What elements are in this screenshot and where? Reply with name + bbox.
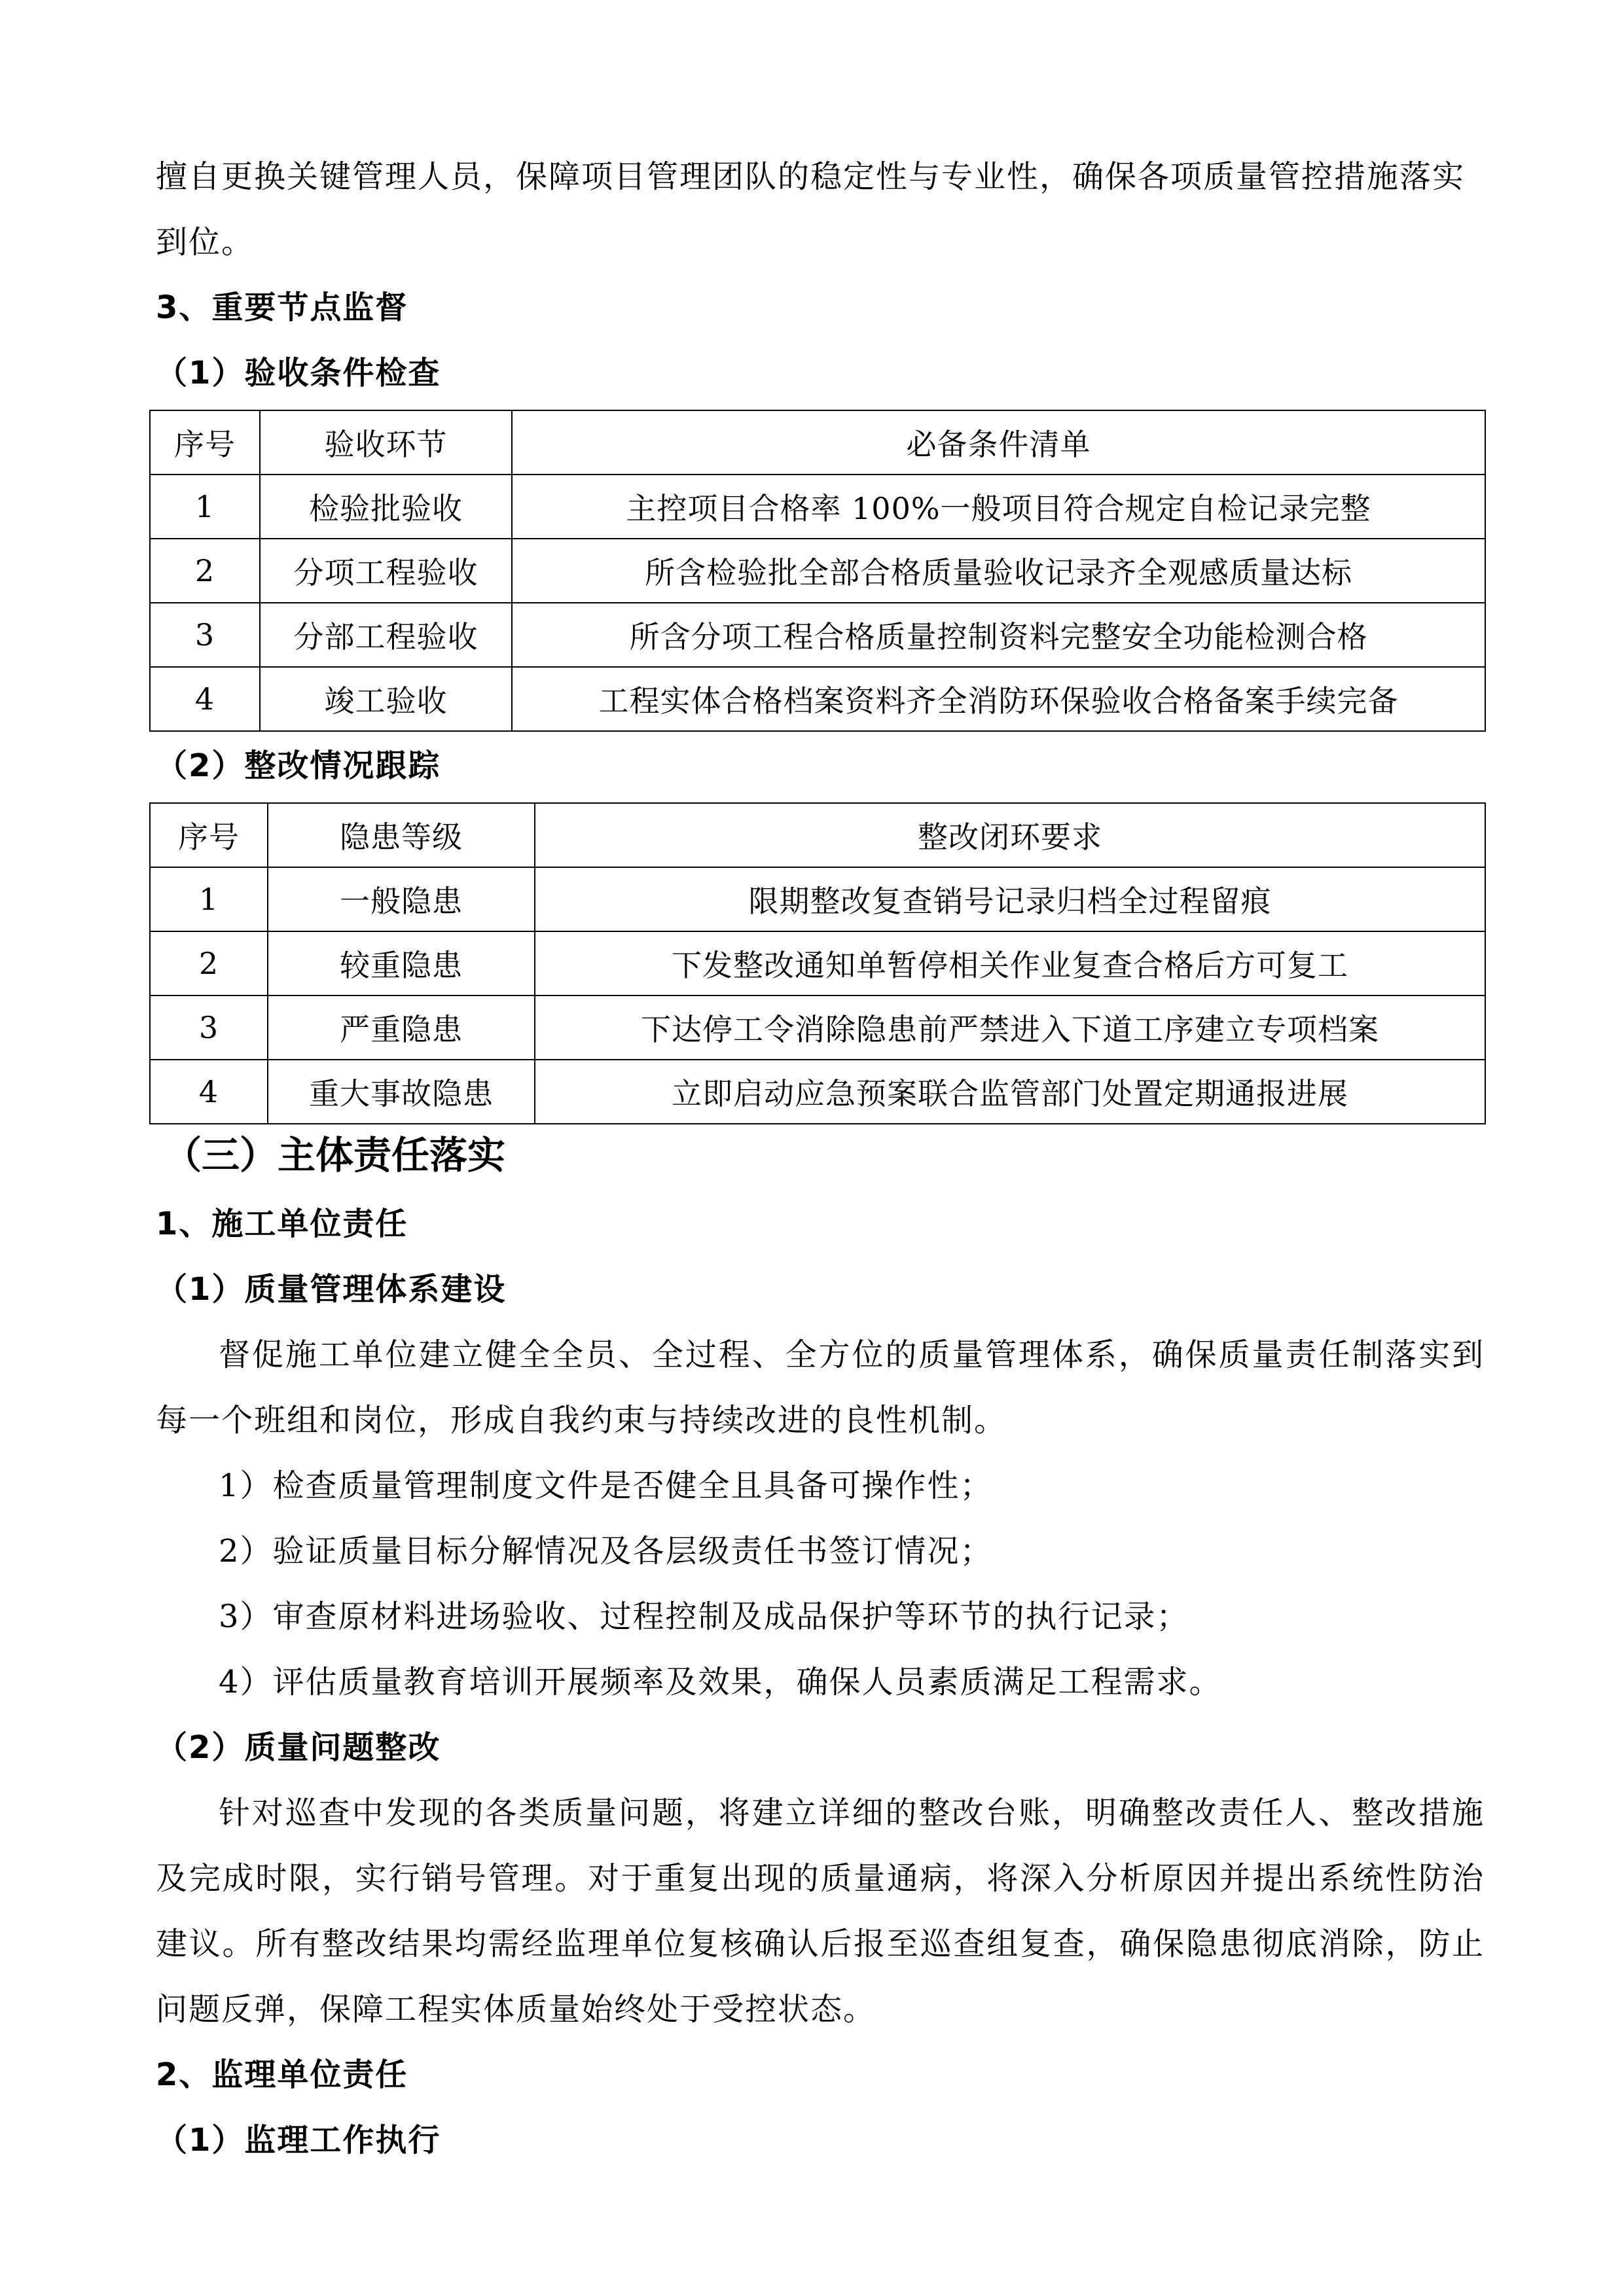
section-heading: 2、监理单位责任 [156,2056,408,2093]
table-row [150,996,1485,1060]
table-row [150,867,1485,931]
rectification-tracking-table [149,802,1486,1124]
table-cell: 1 [150,475,260,539]
table-cell: 3 [150,996,268,1060]
table-cell: 严重隐患 [268,996,535,1060]
table-cell: 限期整改复查销号记录归档全过程留痕 [535,867,1485,931]
list-item: 3）审查原材料进场验收、过程控制及成品保护等环节的执行记录； [219,1598,1189,1635]
table-cell: 所含检验批全部合格质量验收记录齐全观感质量达标 [512,539,1485,603]
header-cell: 验收环节 [260,410,512,475]
header-cell: 整改闭环要求 [535,803,1485,867]
table-header-row [150,803,1485,867]
table-cell: 工程实体合格档案资料齐全消防环保验收合格备案手续完备 [512,667,1485,731]
table-cell: 2 [150,539,260,603]
subsection-heading: （2）质量问题整改 [156,1729,441,1766]
header-cell: 必备条件清单 [512,410,1485,475]
table-cell: 一般隐患 [268,867,535,931]
table-cell: 1 [150,867,268,931]
table-cell: 所含分项工程合格质量控制资料完整安全功能检测合格 [512,603,1485,667]
table-cell: 较重隐患 [268,931,535,996]
list-item: 2）验证质量目标分解情况及各层级责任书签订情况； [219,1533,993,1570]
list-item: 4）评估质量教育培训开展频率及效果，确保人员素质满足工程需求。 [219,1664,1222,1700]
subsection-heading: （1）监理工作执行 [156,2122,441,2159]
subsection-heading: （1）验收条件检查 [156,355,441,391]
table-cell: 2 [150,931,268,996]
intro-line-1: 擅自更换关键管理人员，保障项目管理团队的稳定性与专业性，确保各项质量管控措施落实 [156,158,1466,195]
table-header-row [150,410,1485,475]
body-paragraph: 督促施工单位建立健全全员、全过程、全方位的质量管理体系，确保质量责任制落实到每一个班组和岗位，形成自我约束与持续改进的良性机制。 [156,1336,1485,1439]
section-heading: 1、施工单位责任 [156,1206,408,1242]
table-row [150,475,1485,539]
table-cell: 下发整改通知单暂停相关作业复查合格后方可复工 [535,931,1485,996]
intro-line-2: 到位。 [156,224,255,260]
table-cell: 4 [150,1060,268,1124]
header-cell: 序号 [150,803,268,867]
table-cell: 主控项目合格率 100%一般项目符合规定自检记录完整 [512,475,1485,539]
table-row [150,931,1485,996]
table-row [150,603,1485,667]
table-row [150,539,1485,603]
section-heading: 3、重要节点监督 [156,289,408,326]
body-paragraph: 针对巡查中发现的各类质量问题，将建立详细的整改台账，明确整改责任人、整改措施及完成时限，实行销号管理。对于重复出现的质量通病，将深入分析原因并提出系统性防治建议。所有整改结果均需经监理单位复核确认后报至巡查组复查，确保隐患彻底消除，防止问题反弹，保障工程实体质量始终处于受控状态。 [156,1795,1485,2028]
table-cell: 分项工程验收 [260,539,512,603]
header-cell: 序号 [150,410,260,475]
table-row [150,667,1485,731]
list-item: 1）检查质量管理制度文件是否健全且具备可操作性； [219,1467,993,1504]
subsection-heading: （2）整改情况跟踪 [156,747,441,784]
table-cell: 立即启动应急预案联合监管部门处置定期通报进展 [535,1060,1485,1124]
table-cell: 重大事故隐患 [268,1060,535,1124]
table-cell: 竣工验收 [260,667,512,731]
table-cell: 分部工程验收 [260,603,512,667]
table-cell: 3 [150,603,260,667]
acceptance-conditions-table [149,410,1486,732]
subsection-heading: （1）质量管理体系建设 [156,1271,507,1308]
table-cell: 检验批验收 [260,475,512,539]
table-cell: 下达停工令消除隐患前严禁进入下道工序建立专项档案 [535,996,1485,1060]
table-row [150,1060,1485,1124]
chapter-heading: （三）主体责任落实 [164,1133,506,1177]
header-cell: 隐患等级 [268,803,535,867]
table-cell: 4 [150,667,260,731]
